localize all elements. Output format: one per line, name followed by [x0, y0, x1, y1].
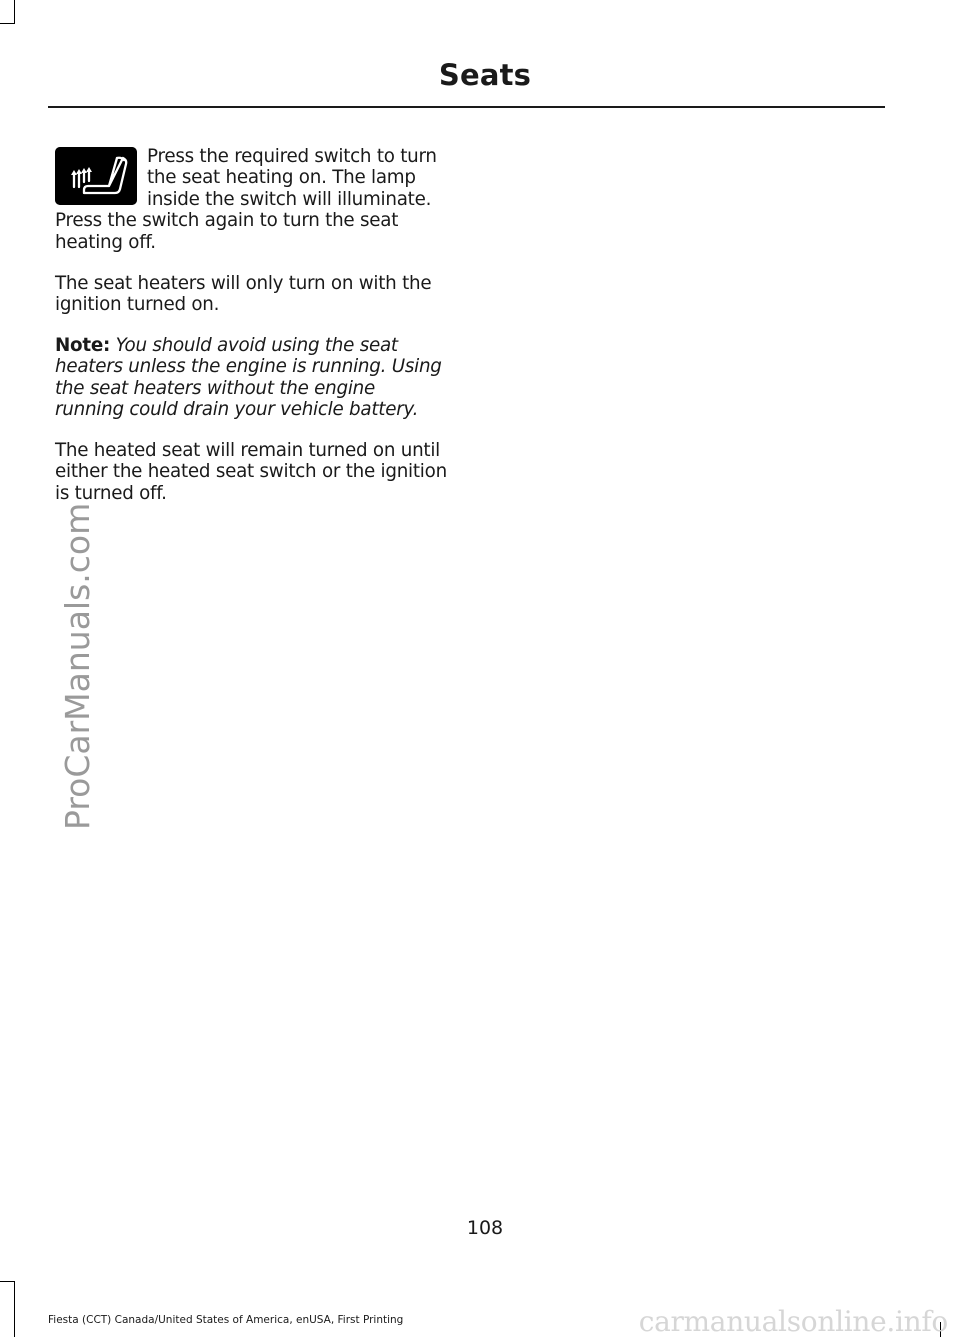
header-divider	[48, 106, 885, 108]
site-logo: carmanualsonline.info	[638, 1305, 948, 1338]
page-number: 108	[466, 1217, 504, 1239]
heated-seat-icon	[55, 147, 137, 205]
page-title: Seats	[438, 58, 532, 92]
crop-mark-bottom-left-h	[0, 1281, 15, 1282]
edition-footer: Fiesta (CCT) Canada/United States of America, enUSA, First Printing	[48, 1314, 404, 1326]
crop-mark-bottom-left-v	[14, 1281, 15, 1337]
instruction-paragraph-1: Press the required switch to turn the seat heating on. The lamp inside the switch will illuminate. Press the switch again to turn the seat heating off.	[55, 146, 437, 253]
note-paragraph	[55, 335, 447, 421]
main-content	[55, 146, 447, 524]
note-text: You should avoid using the seat heaters unless the engine is running. Using the seat heaters without the engine running could drain your vehicle battery.	[55, 334, 442, 421]
watermark-text: ProCarManuals.com	[58, 502, 97, 830]
note-label: Note:	[55, 334, 111, 356]
crop-mark-top-left-h	[0, 23, 15, 24]
instruction-paragraph-3: The heated seat will remain turned on until either the heated seat switch or the ignition is turned off.	[55, 439, 447, 504]
instruction-paragraph-2: The seat heaters will only turn on with the ignition turned on.	[55, 272, 432, 315]
crop-mark-top-left-v	[14, 0, 15, 24]
